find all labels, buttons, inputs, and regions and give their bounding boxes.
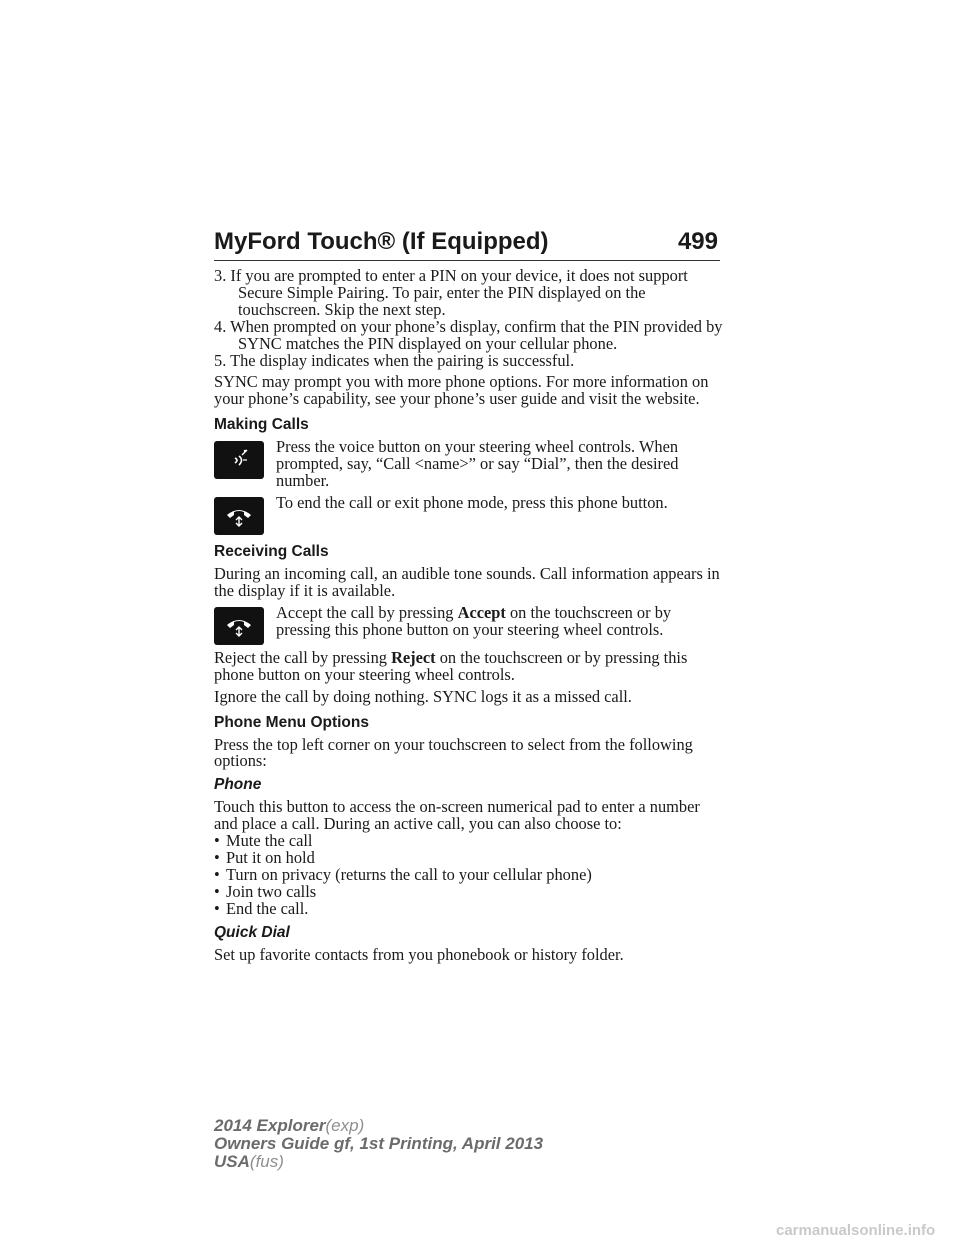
sync-prompt-paragraph: SYNC may prompt you with more phone options. For more information on your phone’s capability, see your phone’s user guide and visit the website. bbox=[214, 372, 709, 409]
page-number: 499 bbox=[677, 228, 718, 255]
accept-label: Accept bbox=[457, 602, 506, 622]
reject-label: Reject bbox=[391, 647, 436, 667]
making-calls-heading: Making Calls bbox=[214, 416, 309, 434]
accept-text-lead: Accept the call by pressing bbox=[276, 602, 458, 622]
ignore-call-text: Ignore the call by doing nothing. SYNC logs it as a missed call. bbox=[214, 686, 632, 706]
step-4: 4. When prompted on your phone’s display, confirm that the PIN provided by SYNC matches the PIN displayed on your cellular phone. bbox=[214, 316, 723, 353]
page-content bbox=[214, 268, 724, 964]
footer-region-code: (fus) bbox=[249, 1152, 284, 1171]
quick-dial-subheading: Quick Dial bbox=[214, 923, 290, 941]
receiving-calls-intro: During an incoming call, an audible tone sounds. Call information appears in the display if it is available. bbox=[214, 563, 720, 600]
bullet-marker: • bbox=[214, 831, 220, 851]
phone-button-icon bbox=[214, 497, 264, 535]
footer-model: 2014 Explorer bbox=[214, 1116, 326, 1135]
list-item-text: Put it on hold bbox=[226, 848, 315, 868]
bullet-marker: • bbox=[214, 898, 220, 918]
list-item bbox=[214, 898, 724, 918]
page-footer bbox=[214, 1117, 543, 1171]
quick-dial-text: Set up favorite contacts from you phonebook or history folder. bbox=[214, 944, 624, 964]
phone-button-icon bbox=[214, 607, 264, 645]
footer-line-3 bbox=[214, 1153, 543, 1171]
reject-text-lead: Reject the call by pressing bbox=[214, 647, 392, 667]
list-item-text: Join two calls bbox=[226, 881, 317, 901]
receiving-calls-heading: Receiving Calls bbox=[214, 542, 329, 560]
bullet-marker: • bbox=[214, 864, 220, 884]
phone-description: Touch this button to access the on-screen numerical pad to enter a number and place a call. During an active call, you can also choose to: bbox=[214, 797, 700, 834]
footer-region: USA bbox=[214, 1152, 250, 1171]
page-header bbox=[214, 226, 720, 261]
bullet-marker: • bbox=[214, 848, 220, 868]
list-item-text: Mute the call bbox=[226, 831, 313, 851]
step-5: 5. The display indicates when the pairing is successful. bbox=[214, 350, 575, 370]
phone-menu-intro: Press the top left corner on your touchscreen to select from the following options: bbox=[214, 734, 693, 771]
voice-button-icon bbox=[214, 441, 264, 479]
end-call-instruction bbox=[214, 492, 724, 535]
accept-call-text bbox=[276, 602, 724, 639]
phone-menu-heading: Phone Menu Options bbox=[214, 713, 369, 731]
footer-line-1 bbox=[214, 1117, 543, 1135]
reject-call-text bbox=[214, 647, 724, 684]
voice-instruction-text: Press the voice button on your steering wheel controls. When prompted, say, “Call <name>” or say “Dial”, then the desired number. bbox=[276, 437, 679, 491]
accept-call-instruction bbox=[214, 602, 724, 645]
bullet-marker: • bbox=[214, 881, 220, 901]
footer-model-code: (exp) bbox=[325, 1116, 365, 1135]
phone-subheading: Phone bbox=[214, 776, 262, 794]
step-3: 3. If you are prompted to enter a PIN on your device, it does not support Secure Simple Pairing. To pair, enter the PIN displayed on the touchscreen. Skip the next step. bbox=[214, 266, 688, 319]
watermark: carmanualsonline.info bbox=[776, 1222, 936, 1239]
list-item-text: End the call. bbox=[226, 898, 309, 918]
list-item-text: Turn on privacy (returns the call to your cellular phone) bbox=[226, 864, 592, 884]
phone-options-list bbox=[214, 833, 724, 918]
page-title: MyFord Touch® (If Equipped) bbox=[214, 228, 549, 255]
voice-instruction bbox=[214, 439, 724, 490]
footer-line-2: Owners Guide gf, 1st Printing, April 2013 bbox=[214, 1134, 544, 1153]
reject-text-tail: on the touchscreen or by pressing this phone button on your steering wheel controls. bbox=[214, 647, 688, 684]
accept-text-tail: on the touchscreen or by pressing this phone button on your steering wheel controls. bbox=[276, 602, 672, 639]
end-call-text: To end the call or exit phone mode, press this phone button. bbox=[276, 492, 668, 512]
